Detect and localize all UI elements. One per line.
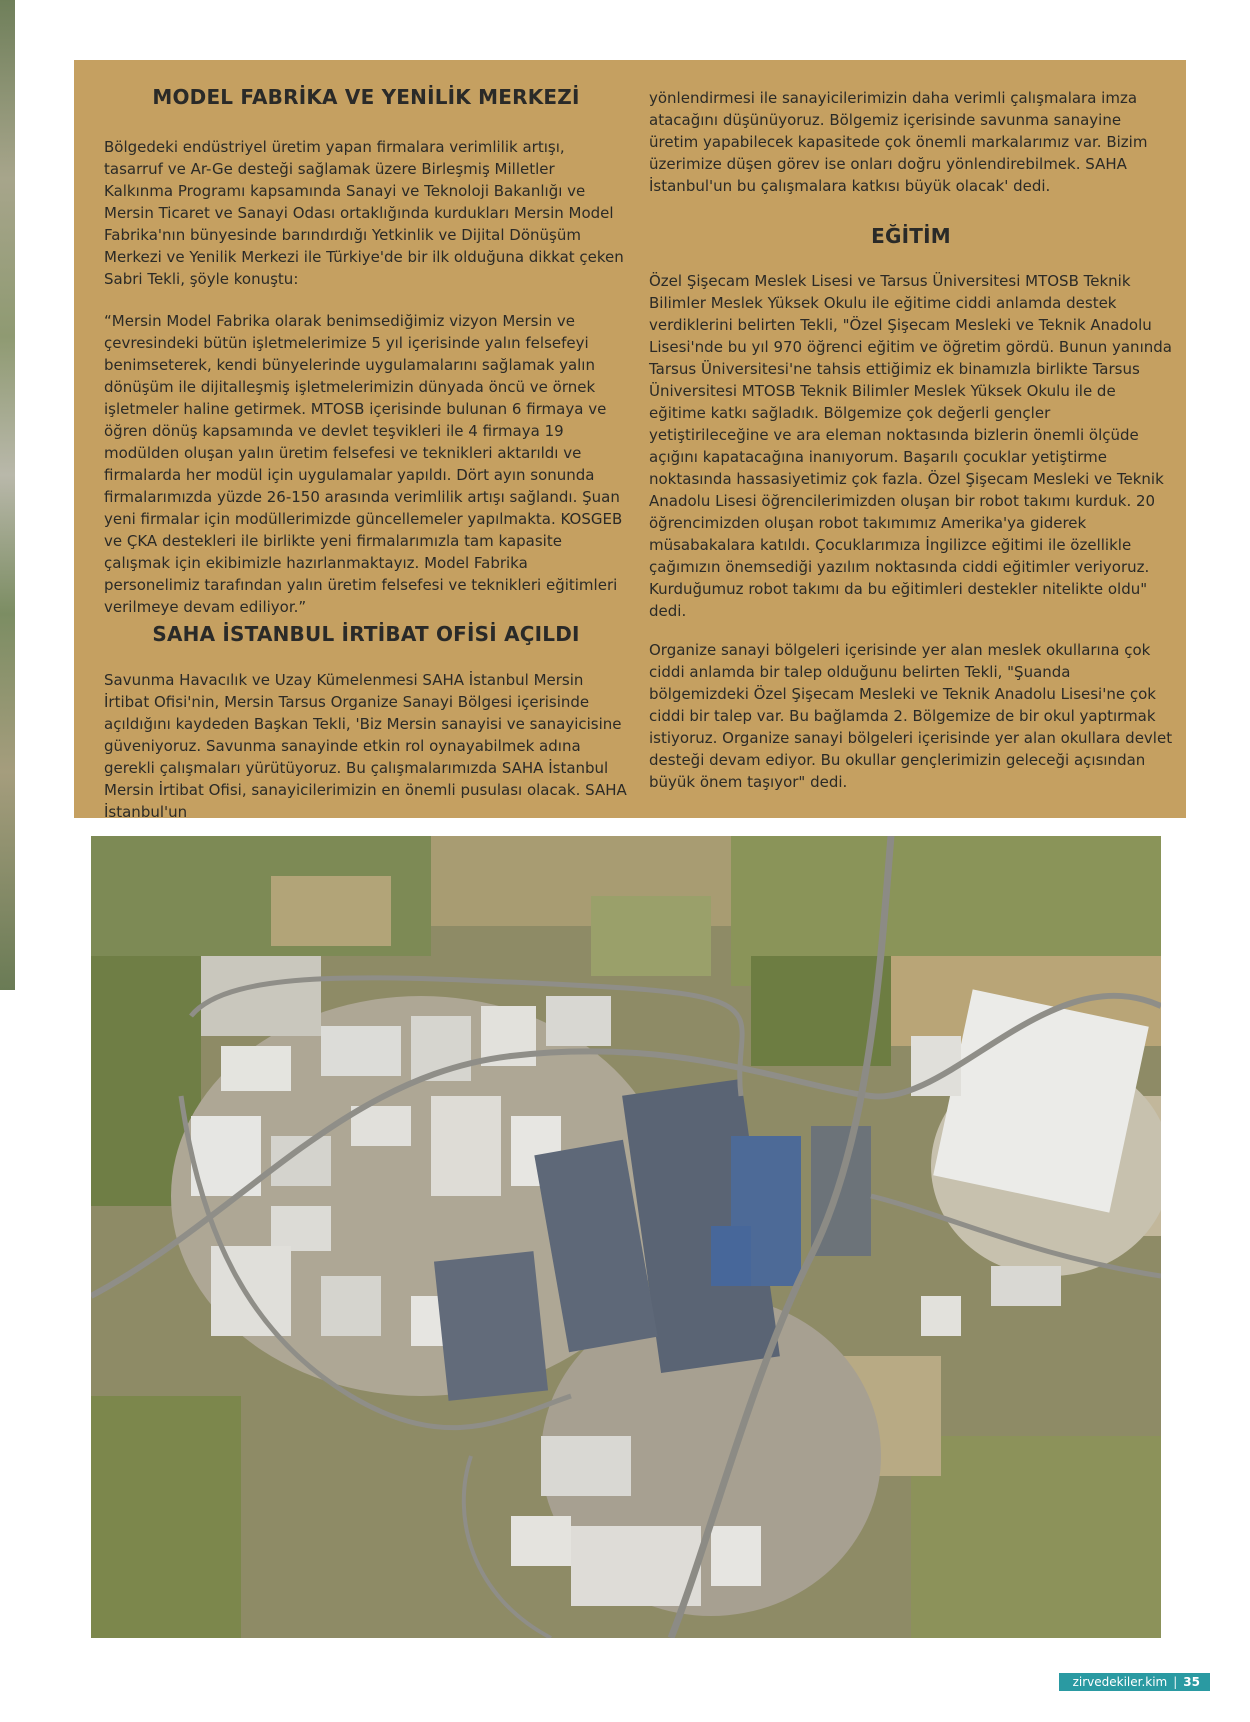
aerial-photo-industrial-zone	[91, 836, 1161, 1638]
heading-model-fabrika: MODEL FABRİKA VE YENİLİK MERKEZİ	[152, 85, 580, 109]
paragraph-model-fabrika-quote: “Mersin Model Fabrika olarak benimsediğimiz vizyon Mersin ve çevresindeki bütün işletmelerimize 5 yıl içerisinde yalın felsefeyi benimseterek, kendi bünyelerinde uygulamalarını sağlamak yalın dönüşüm ile dijitalleşmiş işletmelerimizin dünyada öncü ve örnek işletmeler haline getirmek. MTOSB içerisinde bulunan 6 firmaya ve öğren dönüş kapsamında ve devlet teşvikleri ile 4 firmaya 19 modülden oluşan yalın üretim felsefesi ve teknikleri aktarıldı ve firmalarda her modül için uygulamalar yapıldı. Dört ayın sonunda firmalarımızda yüzde 26-150 arasında verimlilik artışı sağlandı. Şuan yeni firmalar için modüllerimizde güncellemeler yapılmakta. KOSGEB ve ÇKA destekleri ile birlikte yeni firmalarımızla tam kapasite çalışmak için ekibimizle hazırlanmaktayız. Model Fabrika personelimiz tarafından yalın üretim felsefesi ve teknikleri eğitimleri verilmeye devam ediliyor.”	[104, 312, 623, 616]
paragraph-saha-continued: yönlendirmesi ile sanayicilerimizin daha verimli çalışmalara imza atacağını düşünüyoruz. Bölgemiz içerisinde savunma sanayine üretim yapabilecek kapasitede çok önemli markalarımız var. Bizim üzerimize düşen görev ise onları doğru yönlendirebilmek. SAHA İstanbul'un bu çalışmalara katkısı büyük olacak' dedi.	[649, 89, 1148, 195]
article-panel	[74, 60, 1186, 821]
footer-tab	[1059, 1673, 1210, 1691]
left-edge-photo-strip	[0, 0, 15, 990]
paragraph-model-fabrika-intro: Bölgedeki endüstriyel üretim yapan firmalara verimlilik artışı, tasarruf ve Ar-Ge desteği sağlamak üzere Birleşmiş Milletler Kalkınma Programı kapsamında Sanayi ve Teknoloji Bakanlığı ve Mersin Ticaret ve Sanayi Odası ortaklığında kurdukları Mersin Model Fabrika'nın bünyesinde barındırdığı Yetkinlik ve Dijital Dönüşüm Merkezi ve Yenilik Merkezi ile Türkiye'de bir ilk olduğuna dikkat çeken Sabri Tekli, şöyle konuştu:	[104, 138, 624, 288]
page-number: 35	[1183, 1675, 1200, 1689]
heading-egitim: EĞİTİM	[871, 224, 951, 248]
paragraph-egitim: Özel Şişecam Meslek Lisesi ve Tarsus Üniversitesi MTOSB Teknik Bilimler Meslek Yüksek Okulu ile eğitime ciddi anlamda destek verdiklerini belirten Tekli, "Özel Şişecam Mesleki ve Teknik Anadolu Lisesi'nde bu yıl 970 öğrenci eğitim ve öğretim gördü. Bunun yanında Tarsus Üniversitesi'ne tahsis ettiğimiz ek binamızla birlikte Tarsus Üniversitesi MTOSB Teknik Bilimler Meslek Yüksek Okulu ile de eğitime katkı sağladık. Bölgemize çok değerli gençler yetiştirileceğine ve ara eleman noktasında bizlerin önemli ölçüde açığını kapatacağına inanıyorum. Başarılı çocuklar yetiştirme noktasında hassasiyetimiz çok fazla. Özel Şişecam Mesleki ve Teknik Anadolu Lisesi öğrencilerimizden oluşan bir robot takımı kurduk. 20 öğrencimizden oluşan robot takımımız Amerika'ya giderek müsabakalara katıldı. Çocuklarımıza İngilizce eğitimi ile özellikle çağımızın önemsediği yazılım noktasında ciddi eğitimler veriyoruz. Kurduğumuz robot takımı da bu eğitimleri destekler nitelikte oldu" dedi.	[649, 272, 1172, 620]
paragraph-saha-istanbul: Savunma Havacılık ve Uzay Kümelenmesi SAHA İstanbul Mersin İrtibat Ofisi'nin, Mersin Tarsus Organize Sanayi Bölgesi içerisinde açıldığını kaydeden Başkan Tekli, 'Biz Mersin sanayisi ve sanayicisine güveniyoruz. Savunma sanayinde etkin rol oynayabilmek adına gerekli çalışmaları yürütüyoruz. Bu çalışmalarımızda SAHA İstanbul Mersin İrtibat Ofisi, sanayicilerimizin en önemli pusulası olacak. SAHA İstanbul'un	[104, 671, 627, 821]
heading-saha-istanbul: SAHA İSTANBUL İRTİBAT OFİSİ AÇILDI	[152, 622, 580, 646]
footer-separator: |	[1173, 1675, 1178, 1689]
paragraph-meslek-okullari: Organize sanayi bölgeleri içerisinde yer alan meslek okullarına çok ciddi anlamda bir talep olduğunu belirten Tekli, "Şuanda bölgemizdeki Özel Şişecam Mesleki ve Teknik Anadolu Lisesi'ne çok ciddi bir talep var. Bu bağlamda 2. Bölgemize de bir okul yaptırmak istiyoruz. Organize sanayi bölgeleri içerisinde yer alan okullara devlet desteği devam ediyor. Bu okullar gençlerimizin geleceği açısından büyük önem taşıyor" dedi.	[649, 641, 1173, 791]
footer-site[interactable]: zirvedekiler.kim	[1072, 1675, 1168, 1689]
page-footer	[1059, 1673, 1210, 1691]
